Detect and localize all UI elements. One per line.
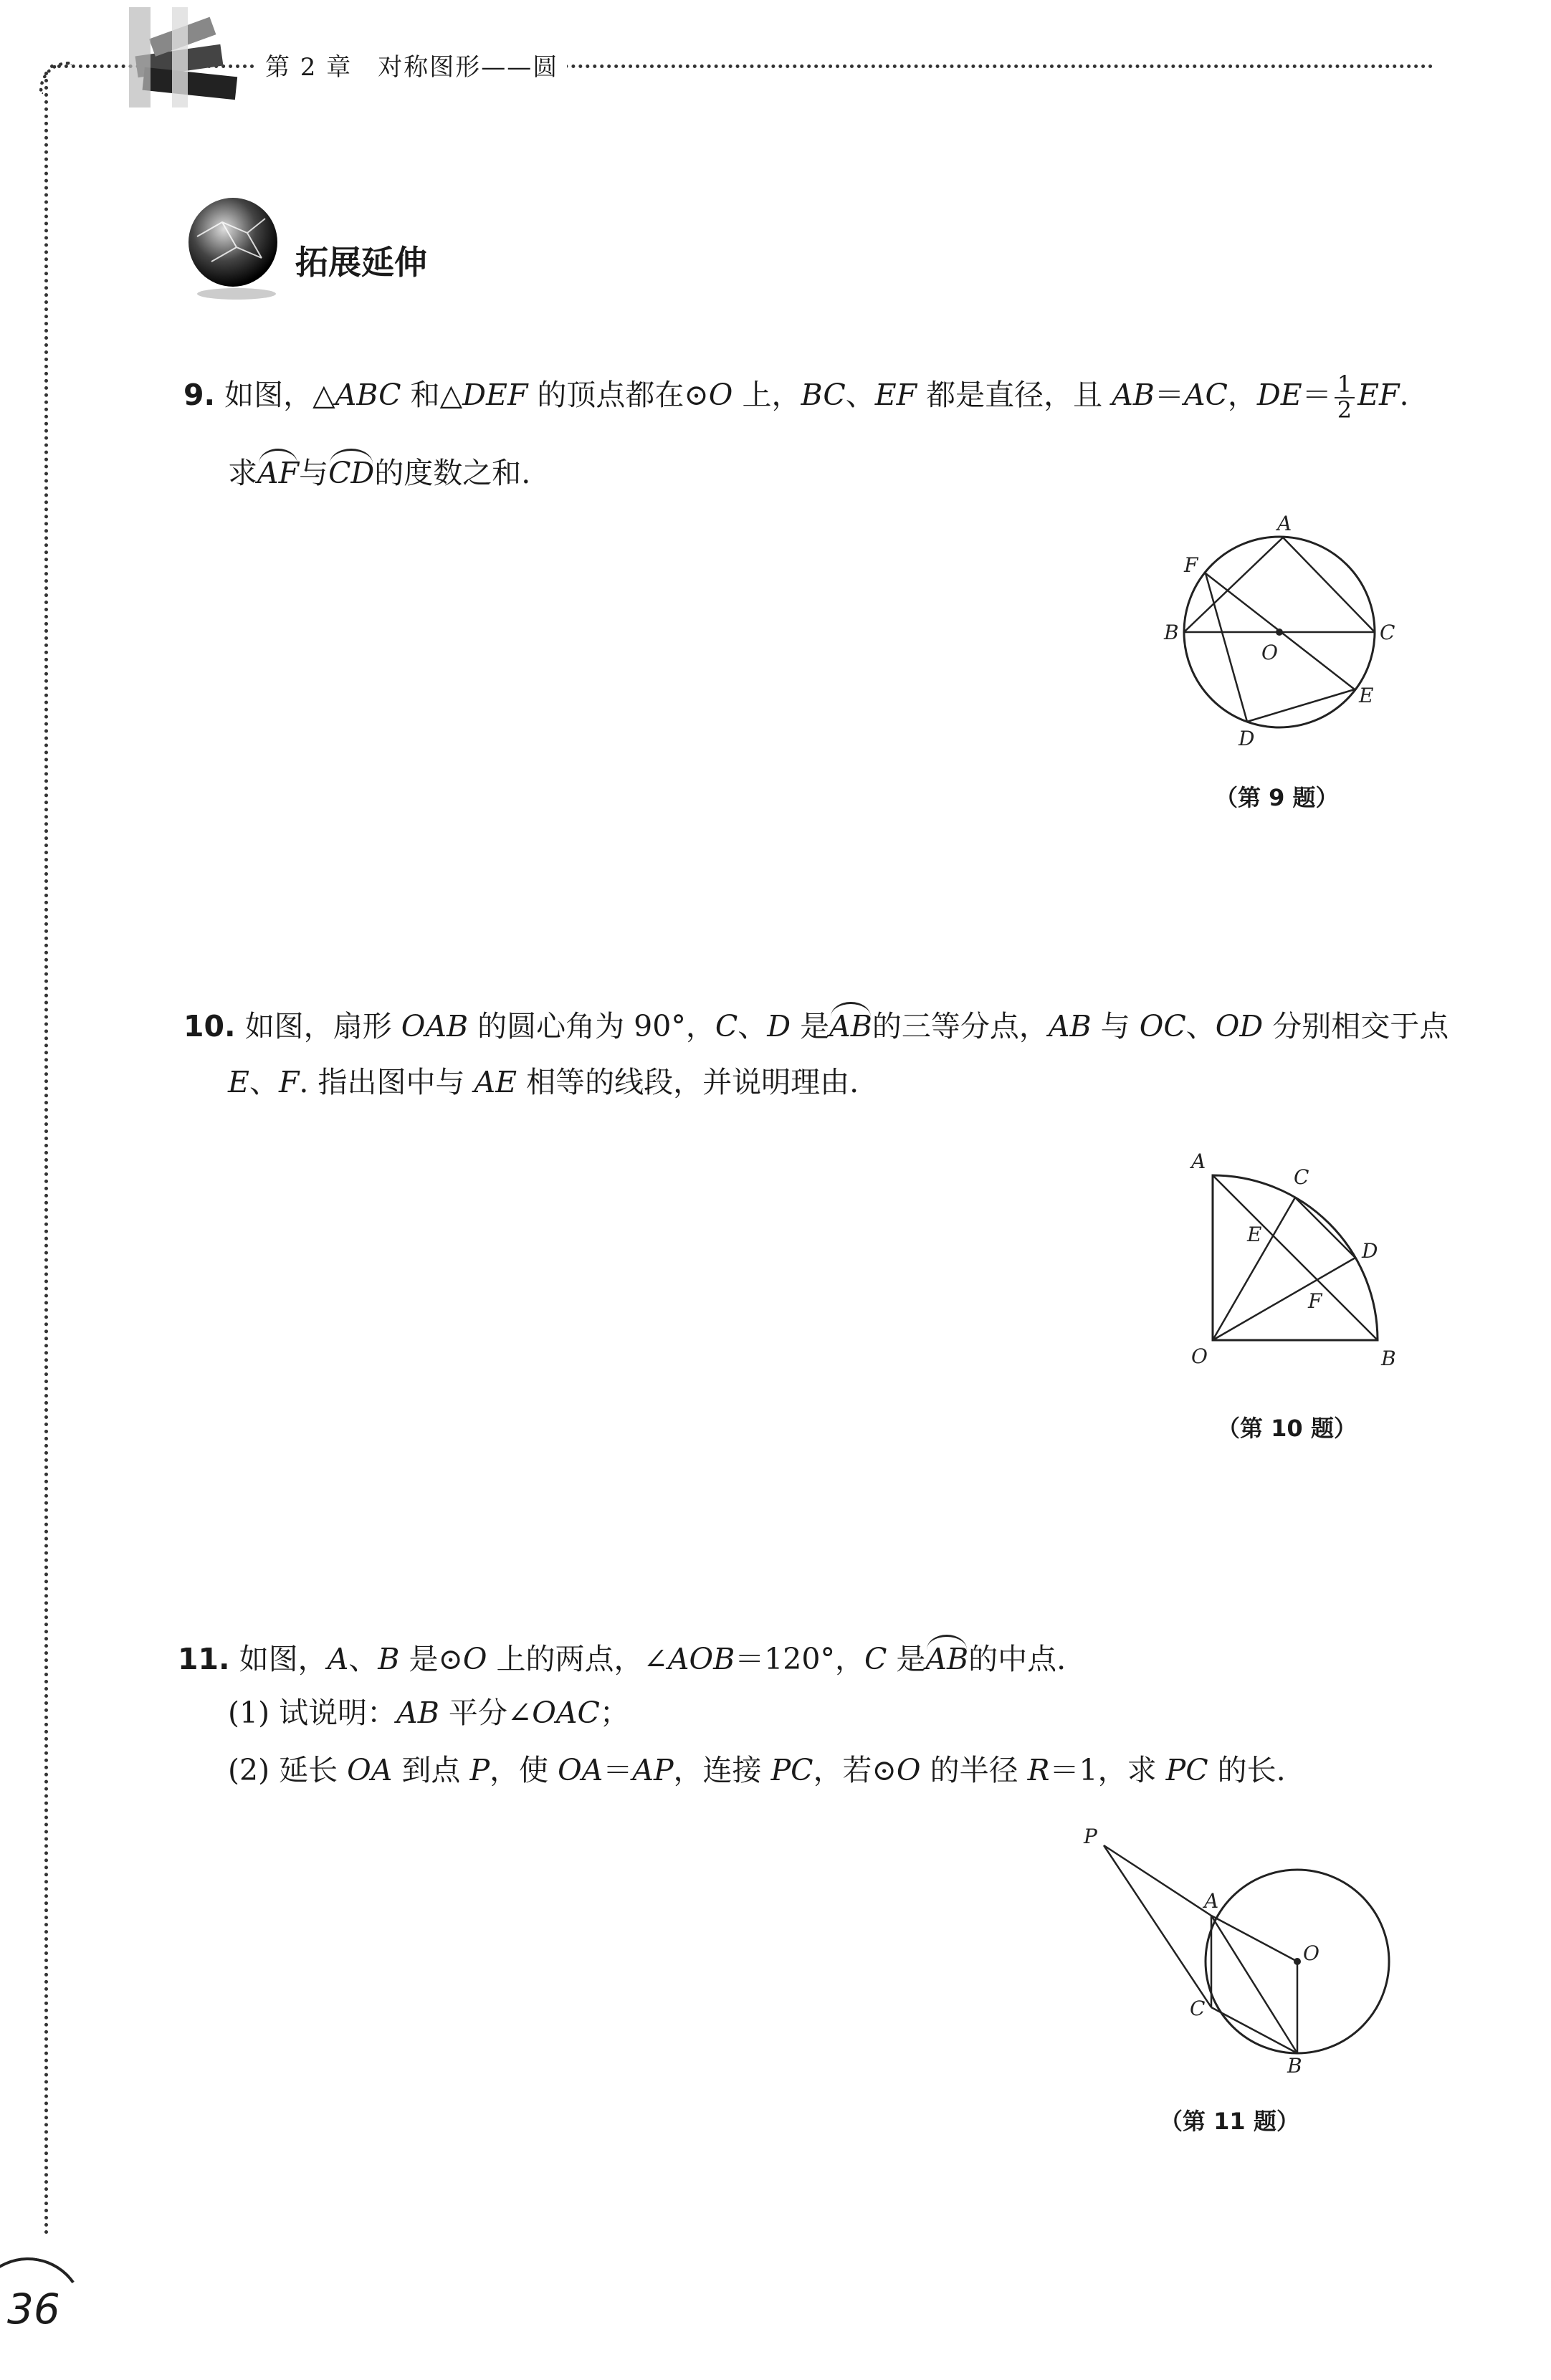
- q11-math: AB: [396, 1696, 439, 1730]
- q10-figure: [1175, 1147, 1419, 1376]
- label-c: C: [1294, 1165, 1309, 1189]
- segment-ab: [1184, 537, 1283, 632]
- q11-math: O: [896, 1753, 921, 1787]
- segment-oc: [1213, 1198, 1295, 1340]
- q9-math: DE: [1256, 378, 1302, 413]
- fraction-numerator: 1: [1335, 373, 1355, 398]
- label-d: D: [1362, 1239, 1378, 1263]
- arc-af: AF: [257, 456, 300, 490]
- label-a: A: [1277, 512, 1292, 535]
- q11-text: 上的两点，∠: [487, 1642, 668, 1676]
- books-logo-icon: [108, 7, 258, 115]
- q11-text: 是⊙: [399, 1642, 463, 1676]
- label-d: D: [1239, 727, 1255, 750]
- q10-line2: [228, 1065, 859, 1099]
- q9-math: O: [708, 378, 733, 413]
- q11-text: ，使: [490, 1753, 558, 1787]
- chapter-title: 第 2 章 对称图形——圆: [257, 47, 567, 82]
- q10-line1: [183, 1009, 1449, 1043]
- fraction-denominator: 2: [1337, 396, 1352, 424]
- q9-text: ，: [1227, 378, 1257, 413]
- q10-math: AB: [1048, 1009, 1092, 1043]
- q11-text: 的半径: [920, 1753, 1028, 1787]
- q10-text: 相等的线段，并说明理由.: [517, 1065, 859, 1099]
- q9-math: ABC: [335, 378, 401, 413]
- q10-math: OD: [1215, 1009, 1264, 1043]
- q10-text: . 指出图中与: [299, 1065, 474, 1099]
- label-c: C: [1380, 621, 1395, 644]
- q11-line1: [178, 1642, 1066, 1676]
- q10-text: 、: [738, 1009, 768, 1043]
- q9-text: 和△: [401, 378, 463, 413]
- q9-text: 上，: [732, 378, 801, 413]
- q11-text: 平分∠: [439, 1696, 533, 1730]
- q11-text: 是: [887, 1642, 926, 1676]
- q11-text: (2) 延长: [228, 1753, 348, 1787]
- arc-cd: CD: [328, 456, 375, 490]
- q11-text: 如图，: [239, 1642, 328, 1676]
- q11-math: PC: [770, 1753, 813, 1787]
- q9-text: ＝: [1302, 378, 1332, 413]
- q11-text: 的中点.: [968, 1642, 1066, 1676]
- chord-cd: [1295, 1198, 1355, 1258]
- q11-math: AOB: [667, 1642, 735, 1676]
- q11-text: ；: [599, 1696, 629, 1730]
- label-f: F: [1308, 1289, 1322, 1313]
- q9-text: 求: [228, 456, 257, 490]
- label-a: A: [1191, 1150, 1206, 1173]
- q11-math: R: [1027, 1753, 1050, 1787]
- q11-math: P: [469, 1753, 490, 1787]
- globe-icon: [179, 193, 287, 301]
- left-dotted-rule: [44, 72, 48, 2236]
- q10-text: 、: [1185, 1009, 1216, 1043]
- q10-caption: （第 10 题）: [1217, 1415, 1357, 1442]
- q11-text: ＝120°，: [735, 1642, 864, 1676]
- q10-math: F: [278, 1065, 300, 1099]
- q11-figure: [1075, 1820, 1419, 2093]
- q9-math: EF: [1357, 378, 1400, 413]
- q11-math: AP: [632, 1753, 674, 1787]
- q11-part2: [228, 1753, 1286, 1787]
- q9-text: 的度数之和.: [374, 456, 531, 490]
- label-p: P: [1084, 1825, 1097, 1848]
- q9-line2: [228, 456, 531, 490]
- segment-ao: [1211, 1916, 1297, 1961]
- q11-math: A: [327, 1642, 349, 1676]
- q10-math: E: [228, 1065, 249, 1099]
- segment-ab: [1211, 1916, 1297, 2053]
- q11-text: 、: [348, 1642, 378, 1676]
- q11-math: B: [378, 1642, 400, 1676]
- q11-text: 到点: [392, 1753, 470, 1787]
- arc-ab: AB: [829, 1009, 872, 1043]
- q10-math: OC: [1139, 1009, 1186, 1043]
- segment-cb: [1211, 2007, 1297, 2053]
- label-f: F: [1184, 553, 1198, 577]
- q9-caption: （第 9 题）: [1215, 784, 1339, 811]
- q10-text: 与: [1091, 1009, 1140, 1043]
- segment-pa: [1104, 1845, 1211, 1916]
- q9-text: ＝: [1154, 378, 1184, 413]
- q10-text: 是: [791, 1009, 830, 1043]
- q11-math: O: [462, 1642, 487, 1676]
- q9-text: 都是直径，且: [917, 378, 1112, 413]
- section-title: 拓展延伸: [295, 243, 427, 282]
- q10-number: 10.: [183, 1009, 236, 1043]
- label-b: B: [1381, 1347, 1396, 1370]
- q9-text: 的顶点都在⊙: [528, 378, 709, 413]
- label-e: E: [1247, 1223, 1262, 1246]
- segment-od: [1213, 1258, 1355, 1340]
- q11-text: ，若⊙: [813, 1753, 897, 1787]
- q10-text: 的三等分点，: [872, 1009, 1049, 1043]
- q9-math: AB: [1112, 378, 1155, 413]
- q11-number: 11.: [178, 1642, 230, 1676]
- q10-math: D: [767, 1009, 791, 1043]
- q9-figure: [1147, 509, 1405, 767]
- q10-text: 的圆心角为 90°，: [468, 1009, 715, 1043]
- q11-math: OA: [347, 1753, 393, 1787]
- q11-text: ＝1，求: [1049, 1753, 1166, 1787]
- q9-math: BC: [801, 378, 846, 413]
- page-number: 36: [7, 2285, 60, 2333]
- q9-number: 9.: [183, 378, 216, 413]
- q10-text: 如图，扇形: [244, 1009, 401, 1043]
- chord-ab: [1213, 1175, 1378, 1340]
- center-point: [1276, 629, 1283, 636]
- q9-math: EF: [874, 378, 917, 413]
- q9-line1: [183, 373, 1409, 422]
- q10-math: AE: [474, 1065, 517, 1099]
- q9-text: 与: [299, 456, 329, 490]
- q10-math: OAB: [401, 1009, 469, 1043]
- arc-ab: AB: [925, 1642, 969, 1676]
- q11-text: ＝: [603, 1753, 633, 1787]
- q11-text: 的长.: [1208, 1753, 1286, 1787]
- q11-text: (1) 试说明：: [228, 1696, 397, 1730]
- fraction-one-half: [1335, 373, 1355, 422]
- q9-text: 如图，△: [224, 378, 335, 413]
- q11-part1: [228, 1698, 629, 1728]
- q11-math: OA: [558, 1753, 603, 1787]
- center-point: [1294, 1958, 1301, 1965]
- q10-text: 、: [249, 1065, 279, 1099]
- q11-math: PC: [1165, 1753, 1208, 1787]
- q9-text: .: [1399, 378, 1409, 413]
- label-b: B: [1287, 2054, 1302, 2078]
- label-o: O: [1303, 1941, 1319, 1965]
- q11-caption: （第 11 题）: [1160, 2108, 1299, 2135]
- label-c: C: [1190, 1997, 1206, 2020]
- q10-math: C: [715, 1009, 738, 1043]
- label-a: A: [1204, 1889, 1219, 1913]
- label-b: B: [1164, 621, 1179, 644]
- q9-math: AC: [1183, 378, 1228, 413]
- q9-math: DEF: [462, 378, 528, 413]
- label-o: O: [1261, 641, 1278, 664]
- label-o: O: [1191, 1344, 1208, 1368]
- q10-text: 分别相交于点: [1263, 1009, 1449, 1043]
- q11-text: ，连接: [673, 1753, 771, 1787]
- q11-math: OAC: [532, 1696, 600, 1730]
- q11-math: C: [864, 1642, 887, 1676]
- q9-text: 、: [845, 378, 875, 413]
- segment-pc: [1104, 1845, 1211, 2007]
- label-e: E: [1359, 684, 1374, 707]
